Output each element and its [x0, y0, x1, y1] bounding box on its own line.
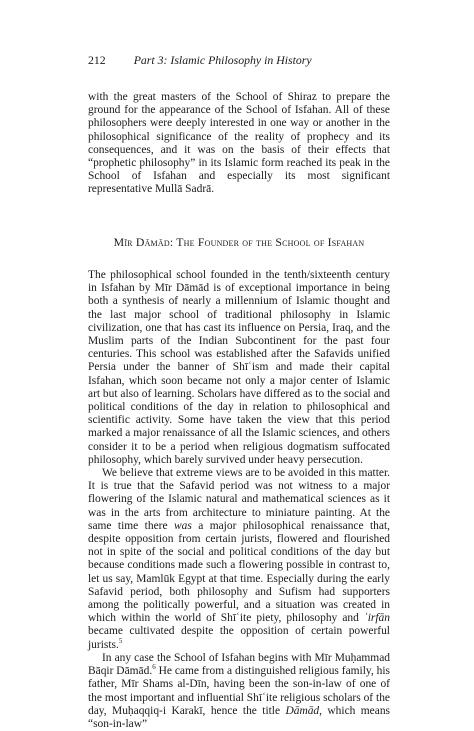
paragraph-2-text-a: We believe that extreme views are to be avoided in this matter. It is true that the Safavid period was not witness to a major flowering of the Islamic natural and mathematical sciences as it was in the arts from architecture to miniature painting. At the same time there — [88, 467, 390, 532]
footnote-marker-5[interactable]: 5 — [118, 636, 123, 645]
paragraph-2 — [88, 467, 390, 652]
running-header — [88, 52, 388, 68]
paragraph-3-text-c: , which means “son-in-law” — [88, 704, 390, 730]
paragraph-2-text-c: became cultivated despite the opposition of certain powerful jurists. — [88, 625, 390, 651]
paragraph-3-text-b: He came from a distinguished religious family, his father, Mīr Shams al-Dīn, having been the son-in-law of one of the most important and influential Shīʿite religious scholars of the day, Muḥaqqiq-i Karakī, hence the title — [88, 665, 390, 717]
intro-paragraph: with the great masters of the School of Shiraz to prepare the ground for the appearance of the School of Isfahan. All of these philosophers were deeply interested in one way or another in the philosophical significance of the reality of prophecy and its consequences, and it was on the basis of their effects that “prophetic philosophy” in its Islamic form reached its peak in the School of Isfahan and especially its most significant representative Mullā Sadrā. — [88, 91, 390, 196]
section-body — [88, 269, 390, 731]
paragraph-2-text-b: a major philosophical renaissance that, despite opposition from certain jurists, flowered and flourished not in spite of the social and political conditions of the day but because conditions made such a flowering possible in contrast to, let us say, Mamlūk Egypt at that time. Especially during the early Safavid period, both philosophy and Sufism had supporters among the politically powerful, and a situation was created in which within the world of Shīʿite piety, philosophy and — [88, 519, 391, 625]
term-irfan: ʿirfān — [363, 612, 390, 625]
paragraph-3-text-a: In any case the School of Isfahan begins with Mīr Muḥammad Bāqir Dāmād. — [88, 651, 390, 678]
running-title: Part 3: Islamic Philosophy in History — [133, 53, 312, 67]
paragraph-1: The philosophical school founded in the tenth/sixteenth century in Isfahan by Mīr Dāmād is of exceptional importance in being both a synthesis of nearly a millennium of Islamic thought and the last major school of traditional philosophy in Islamic civilization, one that has cast its influence on Persia, Iraq, and the Muslim parts of the Indian Subcontinent for the past four centuries. This school was established after the Safavids unified Persia under the banner of Shīʿism and made their capital Isfahan, which soon became not only a major center of Islamic art but also of learning. Scholars have differed as to the social and political conditions of the day in relation to philosophical and scientific activity. Some have taken the view that this period marked a major renaissance of all the Islamic sciences, and others consider it to be a period when religious dogmatism suffocated philosophy, which barely survived under heavy persecution. — [88, 269, 390, 466]
page-number: 212 — [88, 53, 106, 67]
term-damad: Dāmād — [285, 704, 320, 717]
section-heading: Mīr Dāmād: The Founder of the School of Isfahan — [113, 235, 365, 249]
emphasis-was: was — [173, 519, 192, 532]
paragraph-3 — [88, 652, 390, 731]
intro-paragraph-block — [88, 91, 390, 197]
footnote-marker-6[interactable]: 6 — [152, 663, 156, 672]
